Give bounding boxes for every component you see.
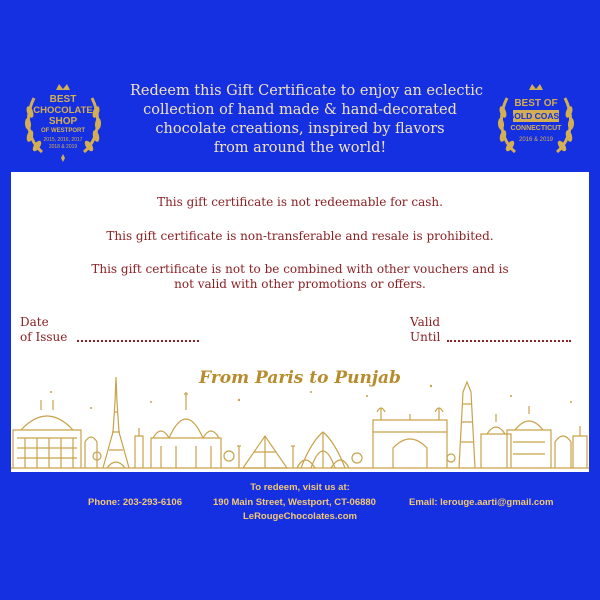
world-skyline-illustration: [11, 372, 589, 472]
tagline: From Paris to Punjab: [199, 368, 401, 388]
badge-line-1: BEST OF: [514, 98, 558, 109]
badge-line-3: CONNECTICUT: [510, 125, 562, 132]
badge-line-4: OF WESTPORT: [41, 128, 85, 134]
header-message: [130, 82, 484, 158]
redeem-label: To redeem, visit us at:: [250, 482, 350, 493]
certificate-body: [11, 172, 589, 472]
valid-label-2: Until: [410, 330, 441, 344]
badge-years-1: 2015, 2016, 2017: [43, 137, 83, 143]
phone-text[interactable]: Phone: 203-293-6106: [88, 497, 182, 508]
header-line: Redeem this Gift Certificate to enjoy an eclectic: [130, 83, 484, 99]
laurel-wreath-icon: [493, 80, 579, 166]
badge-line-2: CHOCOLATE: [33, 105, 93, 116]
header-line: from around the world!: [213, 140, 387, 156]
badge-years: 2016 & 2019: [518, 137, 554, 143]
date-label-2: of Issue: [20, 330, 68, 344]
term-no-combine-cont: not valid with other promotions or offers.: [174, 277, 426, 291]
term-non-transferable: This gift certificate is non-transferable and resale is prohibited.: [106, 229, 494, 243]
website-link[interactable]: LeRougeChocolates.com: [242, 511, 358, 522]
badge-years-2: 2018 & 2019: [48, 144, 78, 150]
date-label-1: Date: [20, 315, 49, 329]
badge-line-2: GOLD COAST: [507, 111, 565, 121]
badge-line-3: SHOP: [48, 116, 78, 127]
valid-until-field[interactable]: [447, 340, 571, 342]
best-of-gold-coast-badge: [493, 80, 579, 166]
header-line: chocolate creations, inspired by flavors: [155, 121, 445, 137]
term-no-combine: This gift certificate is not to be combined with other vouchers and is: [91, 262, 509, 276]
valid-label-1: Valid: [410, 315, 441, 329]
email-text[interactable]: Email: lerouge.aarti@gmail.com: [409, 497, 554, 508]
badge-line-1: BEST: [49, 94, 77, 105]
date-of-issue-field[interactable]: [77, 340, 199, 342]
best-chocolate-shop-badge: [20, 80, 106, 166]
term-no-cash: This gift certificate is not redeemable for cash.: [157, 195, 443, 209]
address-text: 190 Main Street, Westport, CT-06880: [213, 497, 376, 508]
header-line: collection of hand made & hand-decorated: [143, 102, 457, 118]
